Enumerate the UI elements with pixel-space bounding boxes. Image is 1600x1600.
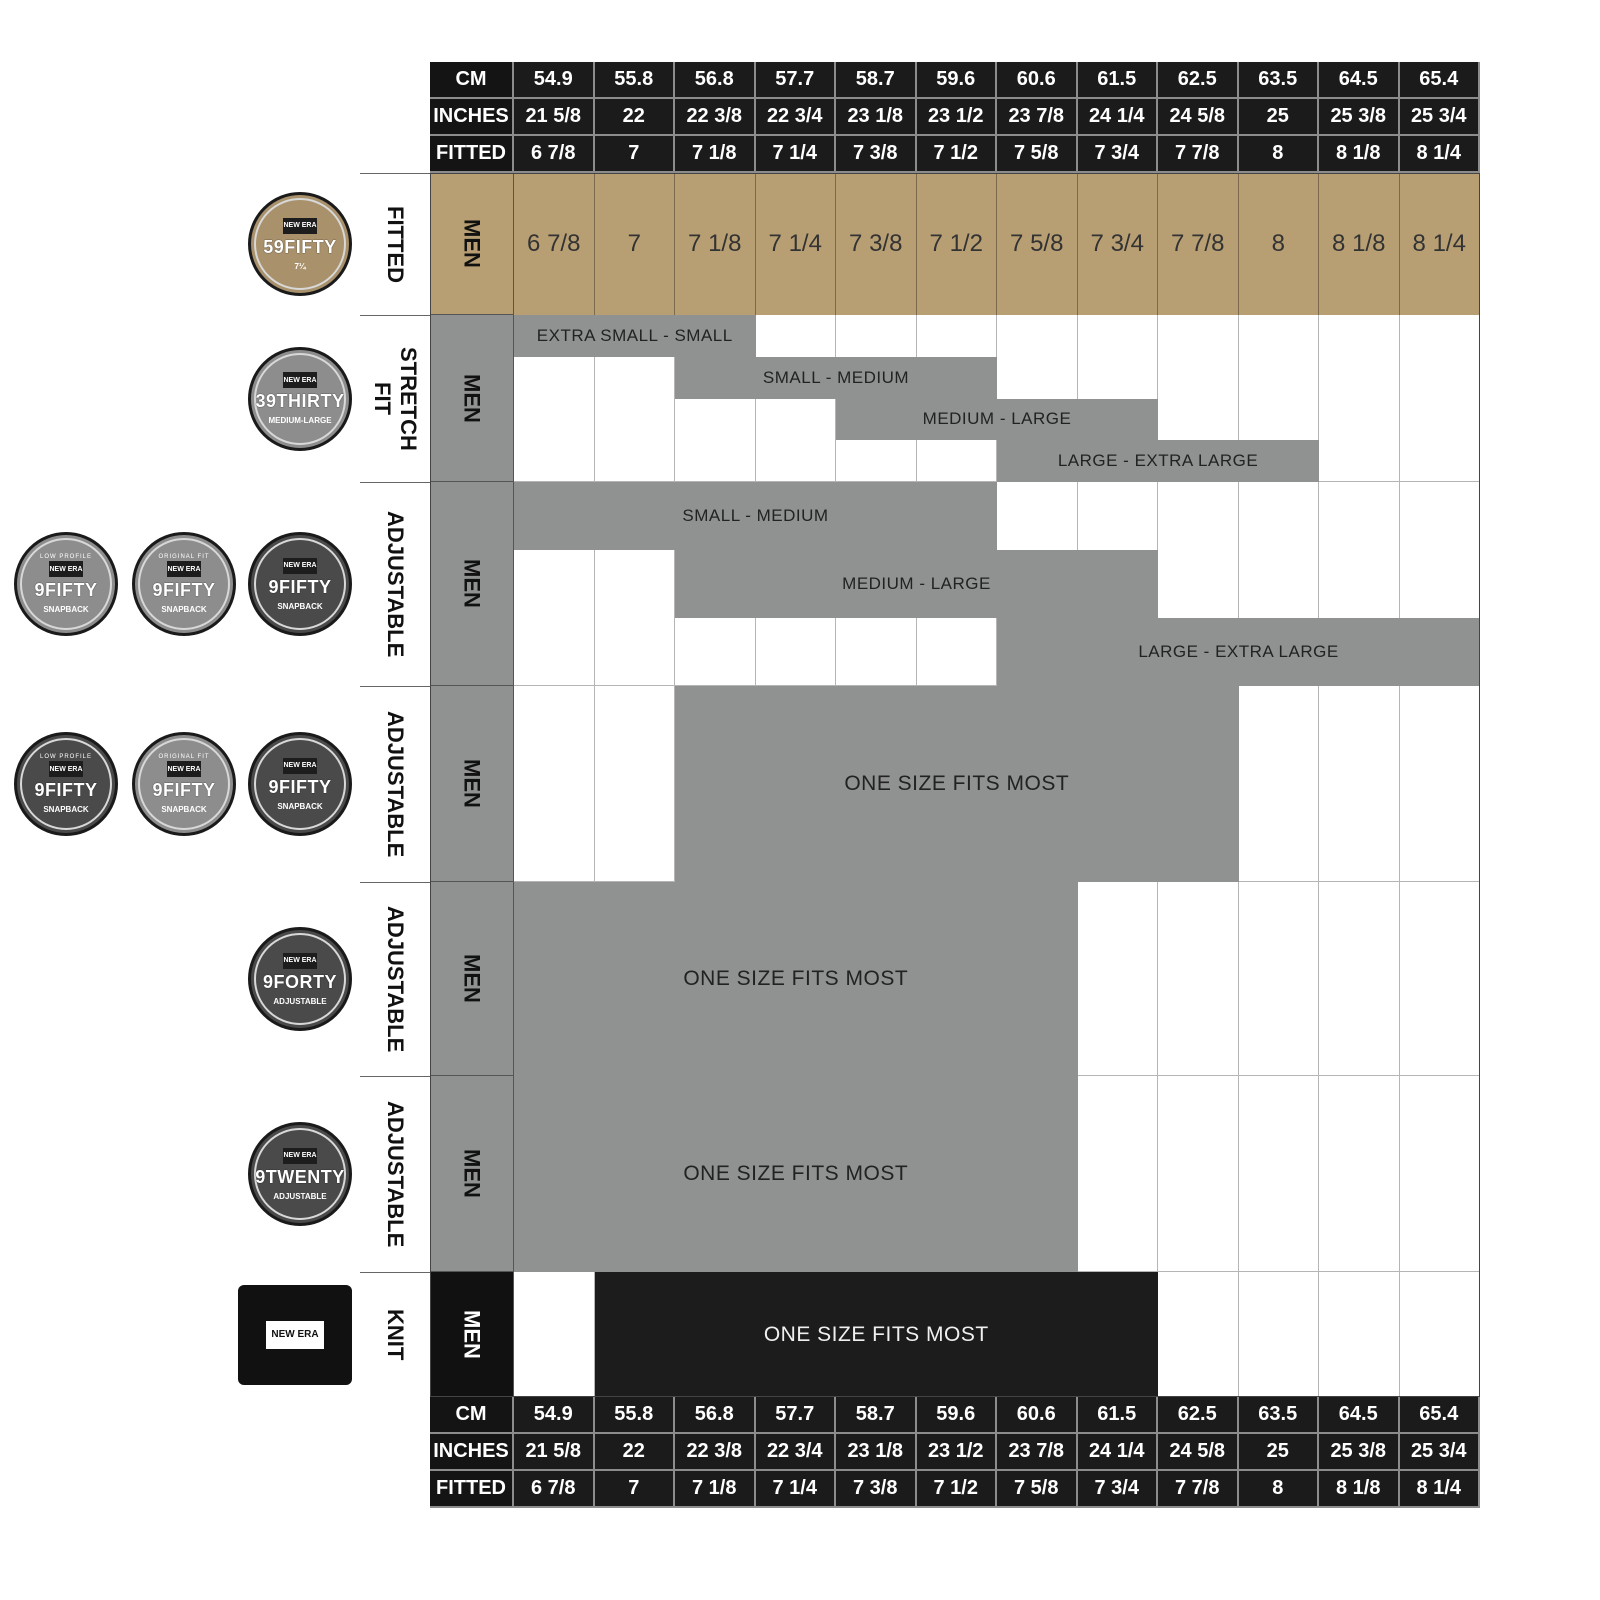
- top-header-fitted-cell: 7 7/8: [1158, 136, 1239, 173]
- bottom-header-fitted-cell: 8 1/8: [1319, 1471, 1400, 1508]
- top-header-inches-cell: 25: [1239, 99, 1320, 136]
- bottom-header-cm-cell: 57.7: [756, 1397, 837, 1434]
- bottom-header-inches-cell: 21 5/8: [514, 1434, 595, 1471]
- cap-style-badge-icon: [14, 532, 118, 636]
- top-header-cm-cell: 59.6: [917, 62, 998, 99]
- new-era-logo-icon: NEW ERA: [49, 561, 83, 577]
- bottom-header-cm-cell: 64.5: [1319, 1397, 1400, 1434]
- badge-sub-text: ADJUSTABLE: [273, 996, 327, 1006]
- row-type-label: [360, 482, 430, 686]
- bottom-header-label-inches: INCHES: [430, 1434, 514, 1471]
- top-header-fitted-cell: 7 3/8: [836, 136, 917, 173]
- size-range-label: MEDIUM - LARGE: [842, 574, 991, 593]
- top-header-inches-cell: 22: [595, 99, 676, 136]
- top-header-inches-cell: 24 5/8: [1158, 99, 1239, 136]
- badge-model-name: 9FIFTY: [152, 580, 216, 600]
- top-header-inches-cell: 23 7/8: [997, 99, 1078, 136]
- badge-inner: [254, 538, 346, 630]
- row-type-label: [360, 1076, 430, 1272]
- fitted-size-cell: 7 1/8: [675, 173, 756, 315]
- fitted-size-cell: 8 1/8: [1319, 173, 1400, 315]
- top-header-cm-cell: 58.7: [836, 62, 917, 99]
- top-header-inches-cell: 23 1/2: [917, 99, 998, 136]
- badge-inner: [254, 198, 346, 290]
- gender-text: MEN: [459, 759, 485, 808]
- new-era-logo-icon: NEW ERA: [167, 561, 201, 577]
- badge-sub-text: SNAPBACK: [277, 601, 323, 611]
- top-header-inches-cell: 25 3/4: [1400, 99, 1481, 136]
- bottom-header-fitted-cell: 7 7/8: [1158, 1471, 1239, 1508]
- top-header-inches-cell: 22 3/8: [675, 99, 756, 136]
- row-type-text: ADJUSTABLE: [383, 511, 408, 658]
- bottom-header-fitted-cell: 8 1/4: [1400, 1471, 1481, 1508]
- knit-cap-icon: [238, 1285, 352, 1385]
- top-header-label-fitted: FITTED: [430, 136, 514, 173]
- size-range-label: SMALL - MEDIUM: [682, 506, 829, 525]
- top-header-fitted-cell: 7 1/4: [756, 136, 837, 173]
- new-era-logo-icon: NEW ERA: [283, 558, 317, 574]
- top-header-cm-cell: 60.6: [997, 62, 1078, 99]
- badge-sub-text: SNAPBACK: [277, 801, 323, 811]
- bottom-header-inches-cell: 22: [595, 1434, 676, 1471]
- gender-text: MEN: [459, 1309, 485, 1359]
- row-type-text: ADJUSTABLE: [383, 1101, 408, 1248]
- badge-model-name: 9FIFTY: [34, 780, 98, 800]
- bottom-header-inches-cell: 23 1/8: [836, 1434, 917, 1471]
- bottom-header-inches-cell: 25 3/8: [1319, 1434, 1400, 1471]
- badge-top-text: ORIGINAL FIT: [158, 754, 210, 760]
- size-range-label: ONE SIZE FITS MOST: [844, 772, 1070, 795]
- top-header-fitted-cell: 7 1/2: [917, 136, 998, 173]
- top-header-fitted-cell: 7 3/4: [1078, 136, 1159, 173]
- bottom-header-fitted-cell: 7 1/8: [675, 1471, 756, 1508]
- badge-model-name: 59FIFTY: [263, 236, 337, 257]
- top-header-cm-cell: 55.8: [595, 62, 676, 99]
- cap-style-badge-icon: [14, 732, 118, 836]
- badge-inner: [254, 738, 346, 830]
- row-type-label: [360, 315, 430, 482]
- fitted-size-cell: 7 1/4: [756, 173, 837, 315]
- fitted-size-cell: 7 3/8: [836, 173, 917, 315]
- new-era-logo-icon: NEW ERA: [283, 218, 317, 234]
- fitted-size-cell: 7: [595, 173, 676, 315]
- badge-top-text: ORIGINAL FIT: [158, 554, 210, 560]
- grid-border: [430, 173, 1480, 1397]
- top-header-fitted-cell: 8 1/4: [1400, 136, 1481, 173]
- top-header-label-inches: INCHES: [430, 99, 514, 136]
- row-type-text: FITTED: [383, 206, 408, 283]
- bottom-header-cm-cell: 59.6: [917, 1397, 998, 1434]
- new-era-logo-icon: NEW ERA: [266, 1321, 324, 1349]
- row-type-text: ADJUSTABLE: [383, 906, 408, 1053]
- bottom-header-cm-cell: 63.5: [1239, 1397, 1320, 1434]
- new-era-logo-icon: NEW ERA: [283, 1148, 317, 1164]
- cap-style-badge-icon: [132, 532, 236, 636]
- bottom-header-cm-cell: 56.8: [675, 1397, 756, 1434]
- top-header-inches-cell: 22 3/4: [756, 99, 837, 136]
- bottom-header-fitted-cell: 7 3/8: [836, 1471, 917, 1508]
- cap-style-badge-icon: [248, 1122, 352, 1226]
- top-header-cm-cell: 61.5: [1078, 62, 1159, 99]
- badge-top-text: LOW PROFILE: [39, 554, 92, 560]
- top-header-inches-cell: 24 1/4: [1078, 99, 1159, 136]
- size-range-label: ONE SIZE FITS MOST: [763, 1322, 989, 1346]
- bottom-header-cm-cell: 62.5: [1158, 1397, 1239, 1434]
- bottom-header-cm-cell: 61.5: [1078, 1397, 1159, 1434]
- size-range-label: LARGE - EXTRA LARGE: [1057, 451, 1259, 471]
- bottom-header-fitted-cell: 6 7/8: [514, 1471, 595, 1508]
- bottom-header-cm-cell: 60.6: [997, 1397, 1078, 1434]
- badge-model-name: 9FIFTY: [152, 780, 216, 800]
- top-header-fitted-cell: 7 5/8: [997, 136, 1078, 173]
- badge-model-name: 9FIFTY: [268, 576, 332, 597]
- cap-style-badge-icon: [248, 927, 352, 1031]
- top-header-cm-cell: 63.5: [1239, 62, 1320, 99]
- bottom-header-label-cm: CM: [430, 1397, 514, 1434]
- fitted-size-cell: 8 1/4: [1400, 173, 1481, 315]
- badge-sub-text: ADJUSTABLE: [273, 1191, 327, 1201]
- size-range-label: LARGE - EXTRA LARGE: [1138, 642, 1339, 661]
- row-type-label: [360, 173, 430, 315]
- badge-sub-text: SNAPBACK: [43, 805, 89, 814]
- fitted-size-cell: 7 7/8: [1158, 173, 1239, 315]
- badge-inner: [254, 933, 346, 1025]
- new-era-logo-icon: NEW ERA: [283, 953, 317, 969]
- bottom-header-inches-cell: 22 3/8: [675, 1434, 756, 1471]
- bottom-header-inches-cell: 24 1/4: [1078, 1434, 1159, 1471]
- bottom-header-fitted-cell: 7 3/4: [1078, 1471, 1159, 1508]
- badge-inner: [138, 538, 230, 630]
- row-type-label: [360, 686, 430, 882]
- new-era-logo-icon: NEW ERA: [283, 758, 317, 774]
- bottom-header-fitted-cell: 7 1/2: [917, 1471, 998, 1508]
- top-header-cm-cell: 56.8: [675, 62, 756, 99]
- top-header-inches-cell: 23 1/8: [836, 99, 917, 136]
- bottom-header-cm-cell: 55.8: [595, 1397, 676, 1434]
- badge-model-name: 9FIFTY: [34, 580, 98, 600]
- new-era-logo-icon: NEW ERA: [283, 372, 317, 388]
- badge-model-name: 9FORTY: [262, 971, 337, 992]
- fitted-size-cell: 7 1/2: [917, 173, 998, 315]
- size-range-label: EXTRA SMALL - SMALL: [536, 325, 733, 345]
- bottom-header-fitted-cell: 7: [595, 1471, 676, 1508]
- bottom-header-inches-cell: 23 7/8: [997, 1434, 1078, 1471]
- bottom-header-inches-cell: 25 3/4: [1400, 1434, 1481, 1471]
- bottom-header-label-fitted: FITTED: [430, 1471, 514, 1508]
- top-header-cm-cell: 54.9: [514, 62, 595, 99]
- row-type-text: STRETCH FIT: [370, 347, 421, 451]
- cap-style-badge-icon: [248, 192, 352, 296]
- top-header-cm-cell: 65.4: [1400, 62, 1481, 99]
- badge-sub-text: SNAPBACK: [43, 605, 89, 614]
- badge-model-name: 9TWENTY: [255, 1166, 345, 1187]
- bottom-header-inches-cell: 24 5/8: [1158, 1434, 1239, 1471]
- new-era-logo-icon: NEW ERA: [49, 761, 83, 777]
- cap-style-badge-icon: [248, 532, 352, 636]
- gender-text: MEN: [459, 373, 485, 423]
- bottom-header-cm-cell: 58.7: [836, 1397, 917, 1434]
- top-header-fitted-cell: 8 1/8: [1319, 136, 1400, 173]
- row-type-text: ADJUSTABLE: [383, 711, 408, 858]
- top-header-inches-cell: 25 3/8: [1319, 99, 1400, 136]
- badge-inner: [254, 353, 346, 445]
- fitted-size-cell: 7 3/4: [1078, 173, 1159, 315]
- badge-inner: [138, 738, 230, 830]
- bottom-header-fitted-cell: 7 1/4: [756, 1471, 837, 1508]
- badge-top-text: LOW PROFILE: [39, 754, 92, 760]
- cap-style-badge-icon: [248, 732, 352, 836]
- badge-inner: [254, 1128, 346, 1220]
- badge-model-name: 9FIFTY: [268, 776, 332, 797]
- fitted-size-cell: 7 5/8: [997, 173, 1078, 315]
- gender-text: MEN: [459, 1149, 485, 1198]
- badge-inner: [20, 538, 112, 630]
- size-range-label: SMALL - MEDIUM: [762, 367, 910, 387]
- badge-model-name: 39THIRTY: [255, 391, 345, 411]
- top-header-cm-cell: 64.5: [1319, 62, 1400, 99]
- size-range-label: ONE SIZE FITS MOST: [683, 967, 909, 990]
- badge-sub-text: 7¼: [294, 261, 306, 271]
- cap-style-badge-icon: [248, 347, 352, 451]
- top-header-cm-cell: 62.5: [1158, 62, 1239, 99]
- new-era-logo-icon: NEW ERA: [167, 761, 201, 777]
- bottom-header-inches-cell: 25: [1239, 1434, 1320, 1471]
- row-type-label: [360, 882, 430, 1076]
- bottom-header-inches-cell: 23 1/2: [917, 1434, 998, 1471]
- gender-text: MEN: [459, 219, 485, 268]
- gender-text: MEN: [459, 954, 485, 1003]
- size-range-label: ONE SIZE FITS MOST: [683, 1162, 909, 1185]
- top-header-label-cm: CM: [430, 62, 514, 99]
- gender-text: MEN: [459, 559, 485, 608]
- badge-sub-text: MEDIUM-LARGE: [268, 416, 332, 425]
- cap-style-badge-icon: [132, 732, 236, 836]
- badge-sub-text: SNAPBACK: [161, 805, 207, 814]
- badge-sub-text: SNAPBACK: [161, 605, 207, 614]
- top-header-cm-cell: 57.7: [756, 62, 837, 99]
- top-header-fitted-cell: 7: [595, 136, 676, 173]
- bottom-header-inches-cell: 22 3/4: [756, 1434, 837, 1471]
- size-range-label: MEDIUM - LARGE: [922, 409, 1072, 429]
- badge-inner: [20, 738, 112, 830]
- bottom-header-fitted-cell: 7 5/8: [997, 1471, 1078, 1508]
- top-header-inches-cell: 21 5/8: [514, 99, 595, 136]
- top-header-fitted-cell: 8: [1239, 136, 1320, 173]
- row-type-text: KNIT: [383, 1309, 408, 1361]
- top-header-fitted-cell: 6 7/8: [514, 136, 595, 173]
- bottom-header-cm-cell: 65.4: [1400, 1397, 1481, 1434]
- bottom-header-fitted-cell: 8: [1239, 1471, 1320, 1508]
- row-type-label: [360, 1272, 430, 1397]
- fitted-size-cell: 8: [1239, 173, 1320, 315]
- fitted-size-cell: 6 7/8: [514, 173, 595, 315]
- top-header-fitted-cell: 7 1/8: [675, 136, 756, 173]
- bottom-header-cm-cell: 54.9: [514, 1397, 595, 1434]
